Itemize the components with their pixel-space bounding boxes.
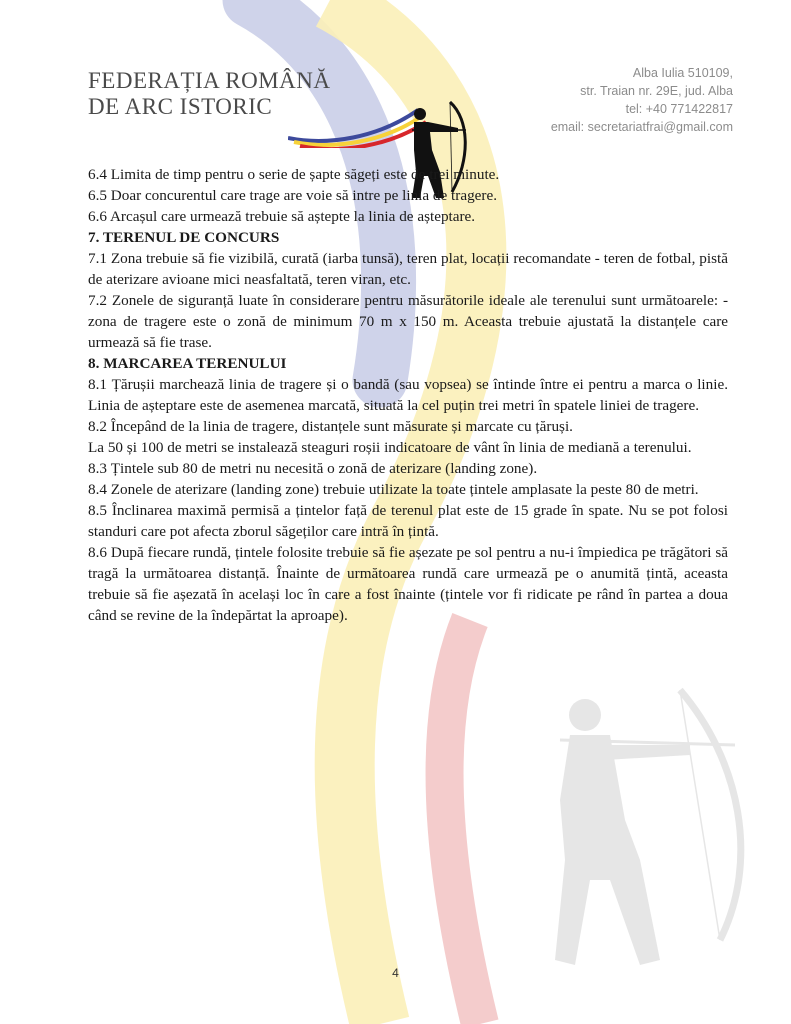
- document-body: [88, 164, 728, 626]
- paragraph-7-1: 7.1 Zona trebuie să fie vizibilă, curată (iarba tunsă), teren plat, locații recomandate - teren de fotbal, pistă de aterizare avioane mici neasfaltată, teren viran, etc.: [88, 250, 728, 288]
- contact-info: [551, 64, 733, 136]
- watermark-archer: [555, 690, 741, 965]
- paragraph-8-1: 8.1 Țărușii marchează linia de tragere și o bandă (sau vopsea) se întinde între ei pentru a marca o linie. Linia de așteptare este de asemenea marcată, situată la cel puțin trei metri în spatele liniei de tragere.: [88, 376, 728, 414]
- paragraph-7-2: 7.2 Zonele de siguranță luate în considerare pentru măsurătorile ideale ale terenului sunt următoarele: - zona de tragere este o zonă de minimum 70 m x 150 m. Aceasta trebuie ajustată la distanțele care urmează să fie trase.: [88, 292, 728, 351]
- contact-street: str. Traian nr. 29E, jud. Alba: [580, 84, 733, 98]
- contact-city: Alba Iulia 510109,: [632, 66, 733, 80]
- letterhead: [0, 0, 791, 160]
- section-heading-7: 7. TERENUL DE CONCURS: [88, 229, 280, 246]
- section-heading-8: 8. MARCAREA TERENULUI: [88, 355, 287, 372]
- federation-logo: [88, 68, 330, 120]
- paragraph-8-3: 8.3 Țintele sub 80 de metri nu necesită o zonă de aterizare (landing zone).: [88, 460, 538, 477]
- paragraph-8-6: 8.6 După fiecare rundă, țintele folosite trebuie să fie așezate pe sol pentru a nu-i împiedica pe trăgători să tragă la următoarea distanță. Înainte de următoarea rundă care urmează pe o anumită țintă, aceasta trebuie să fie așezată în același loc în care a fost înainte (țintele vor fi ridicate pe rând în partea a doua când se revine de la îndepărtat la aproape).: [88, 544, 728, 624]
- contact-phone: tel: +40 771422817: [625, 102, 733, 116]
- paragraph-8-5: 8.5 Înclinarea maximă permisă a țintelor față de terenul plat este de 15 grade în spate. Nu se pot folosi standuri care pot afecta zborul săgeților care intră în țintă.: [88, 502, 728, 540]
- watermark-red-swoosh: [445, 620, 480, 1024]
- logo-line-2: DE ARC ISTORIC: [88, 94, 273, 119]
- paragraph-6-4: 6.4 Limita de timp pentru o serie de șapte săgeți este de trei minute.: [88, 166, 500, 183]
- paragraph-8-2-continued: La 50 și 100 de metri se instalează steaguri roșii indicatoare de vânt în linia de mediană a terenului.: [88, 439, 692, 456]
- paragraph-6-6: 6.6 Arcașul care urmează trebuie să aștepte la linia de așteptare.: [88, 208, 476, 225]
- paragraph-6-5: 6.5 Doar concurentul care trage are voie să intre pe linia de tragere.: [88, 187, 498, 204]
- contact-email: email: secretariatfrai@gmail.com: [550, 120, 733, 134]
- page-number: 4: [392, 966, 399, 980]
- paragraph-8-4: 8.4 Zonele de aterizare (landing zone) trebuie utilizate la toate țintele amplasate la peste 80 de metri.: [88, 481, 699, 498]
- logo-line-1: FEDERAȚIA ROMÂNĂ: [88, 68, 331, 93]
- paragraph-8-2: 8.2 Începând de la linia de tragere, distanțele sunt măsurate și marcate cu țăruși.: [88, 418, 573, 435]
